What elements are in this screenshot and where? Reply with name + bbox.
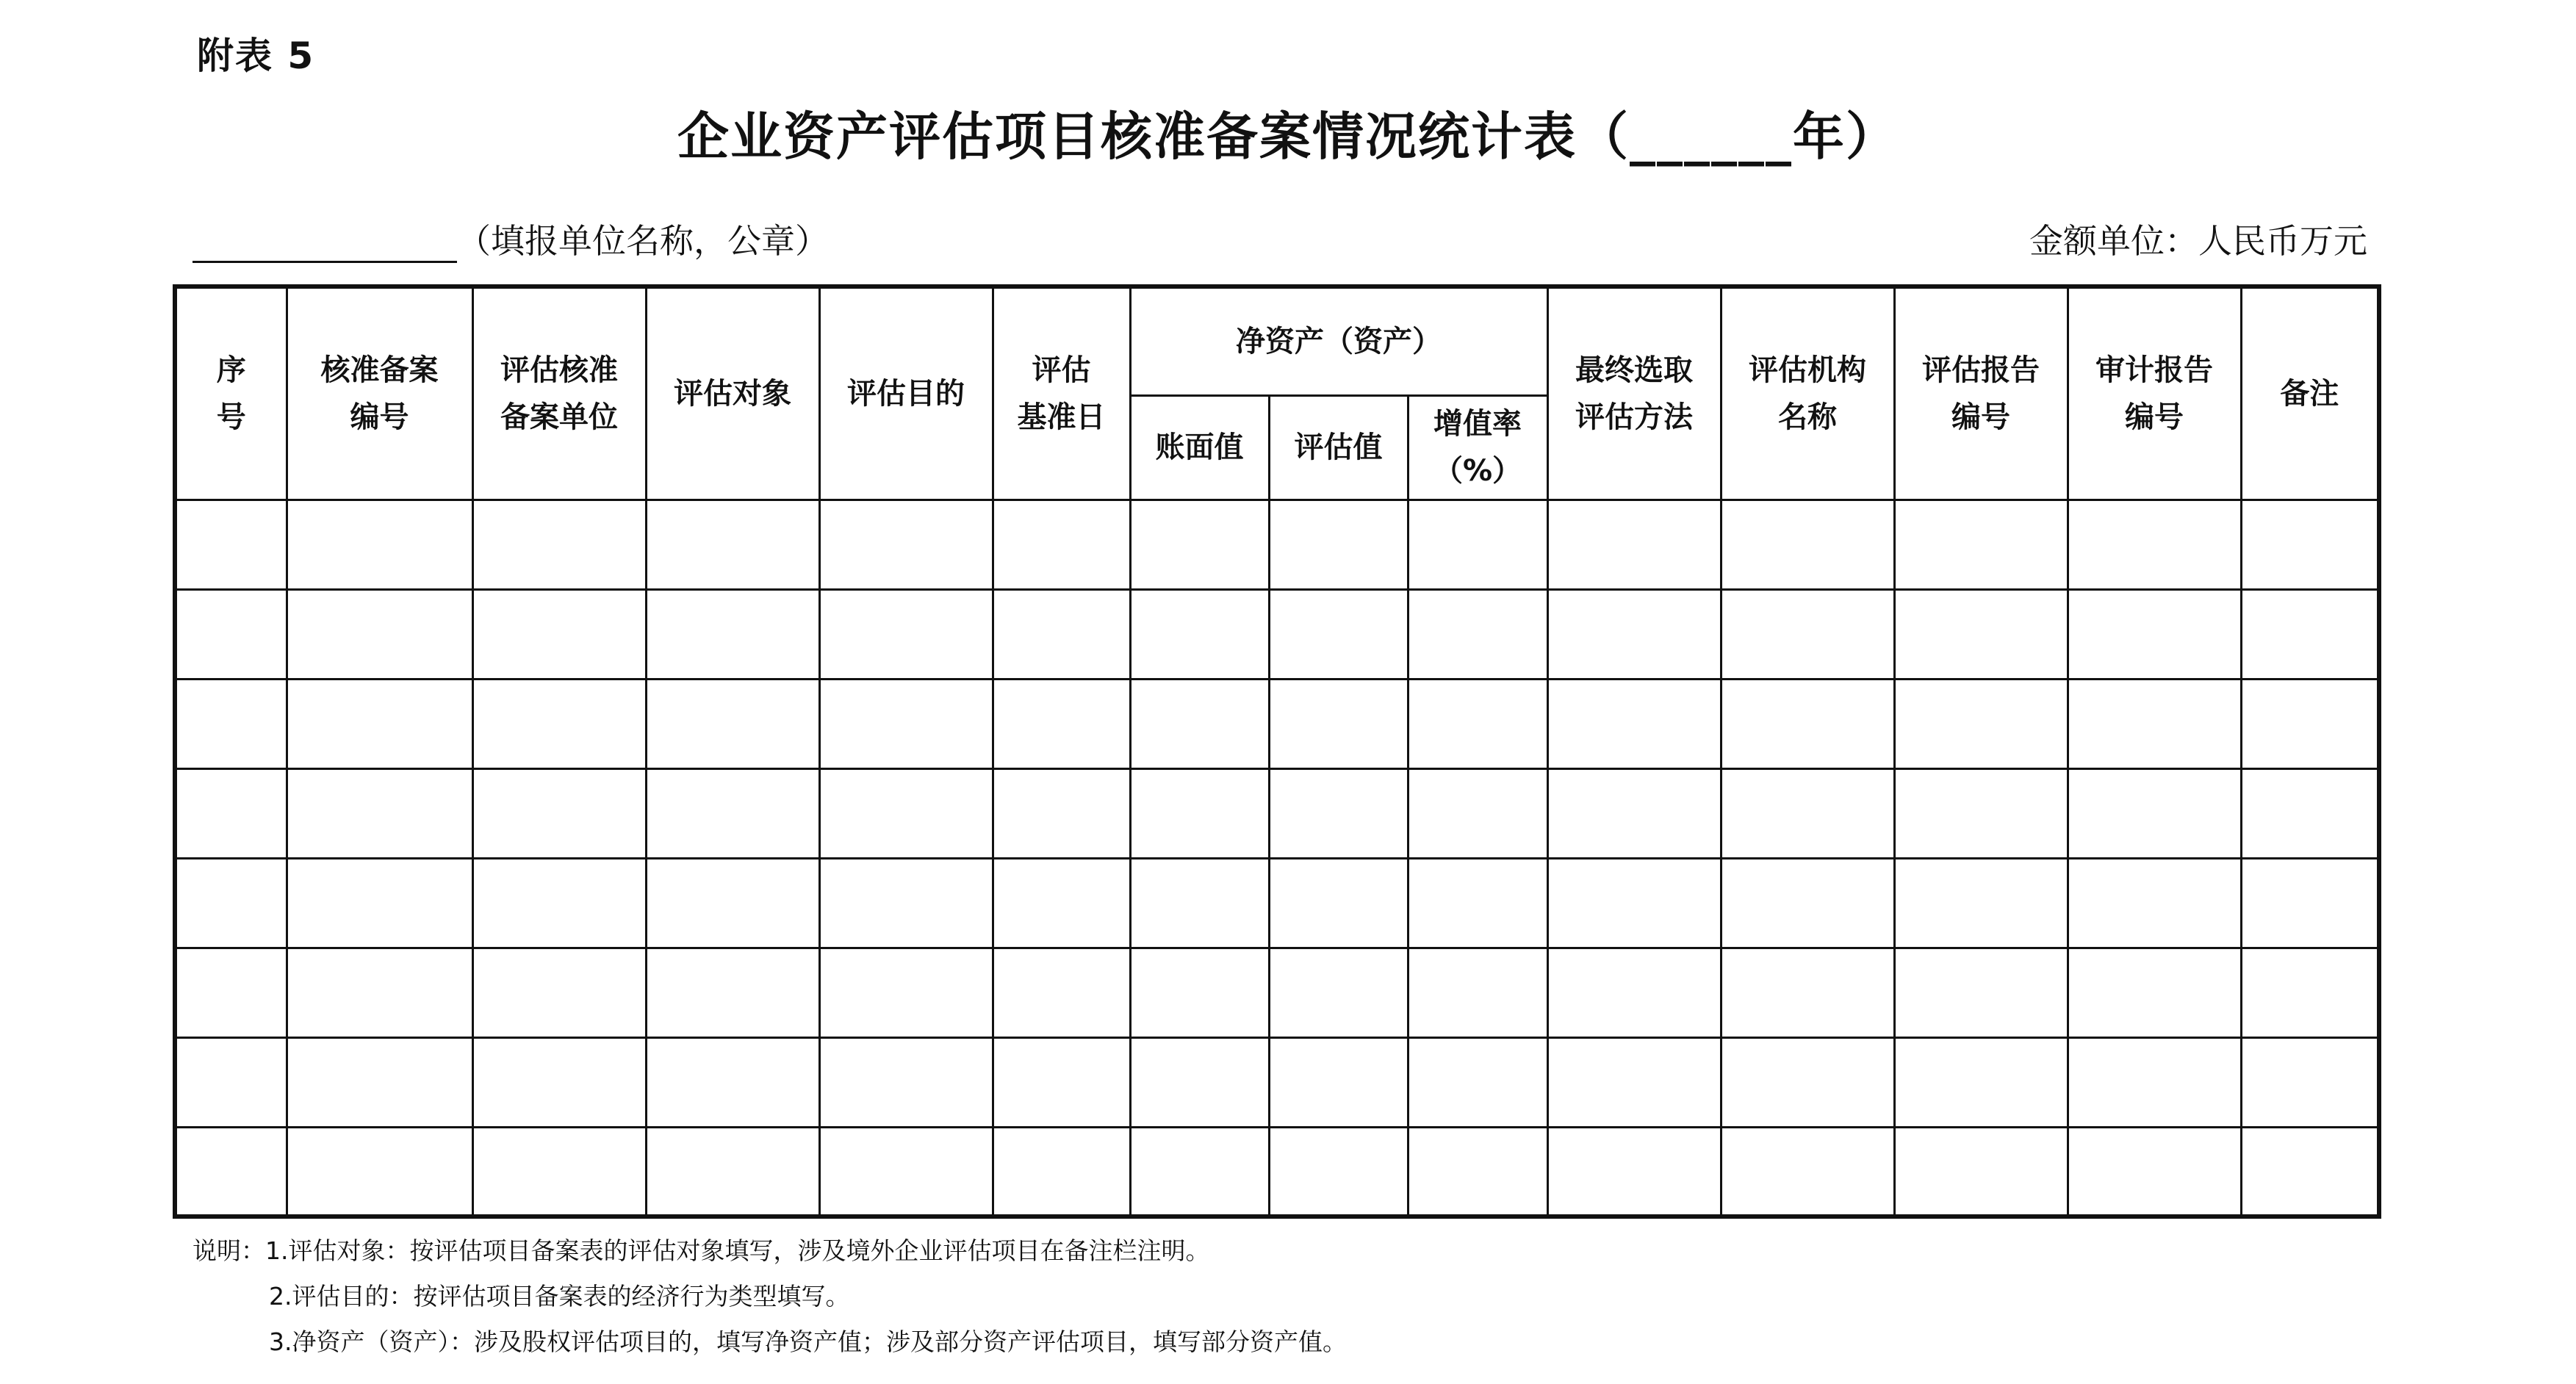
- table-cell[interactable]: [1547, 679, 1721, 768]
- filler-unit: [193, 215, 829, 263]
- table-cell[interactable]: [1269, 500, 1408, 589]
- table-cell[interactable]: [1547, 1127, 1721, 1217]
- table-cell[interactable]: [1269, 1037, 1408, 1127]
- table-cell[interactable]: [819, 589, 993, 679]
- table-cell[interactable]: [472, 589, 646, 679]
- table-cell[interactable]: [646, 500, 819, 589]
- table-cell[interactable]: [819, 1037, 993, 1127]
- table-cell[interactable]: [819, 500, 993, 589]
- table-cell[interactable]: [175, 1127, 287, 1217]
- table-cell[interactable]: [1547, 768, 1721, 858]
- table-cell[interactable]: [1130, 1037, 1269, 1127]
- header-row-1: [175, 286, 2379, 395]
- table-cell[interactable]: [646, 1037, 819, 1127]
- table-cell[interactable]: [646, 679, 819, 768]
- table-cell[interactable]: [1408, 1127, 1547, 1217]
- table-cell[interactable]: [1894, 589, 2068, 679]
- table-cell[interactable]: [1408, 858, 1547, 948]
- col-header-increase-rate: 增值率 （%）: [1408, 395, 1547, 500]
- table-row: [175, 1037, 2379, 1127]
- table-cell[interactable]: [1130, 948, 1269, 1037]
- table-cell[interactable]: [646, 858, 819, 948]
- table-cell[interactable]: [2241, 948, 2379, 1037]
- table-row: [175, 500, 2379, 589]
- table-row: [175, 679, 2379, 768]
- table-cell[interactable]: [1269, 679, 1408, 768]
- table-cell[interactable]: [175, 858, 287, 948]
- table-cell[interactable]: [819, 679, 993, 768]
- table-cell[interactable]: [1408, 1037, 1547, 1127]
- table-cell[interactable]: [2068, 858, 2241, 948]
- table-cell[interactable]: [2241, 858, 2379, 948]
- table-cell[interactable]: [993, 589, 1130, 679]
- table-cell[interactable]: [1408, 948, 1547, 1037]
- table-cell[interactable]: [1547, 1037, 1721, 1127]
- table-cell[interactable]: [1894, 948, 2068, 1037]
- table-cell[interactable]: [175, 768, 287, 858]
- table-row: [175, 858, 2379, 948]
- table-row: [175, 948, 2379, 1037]
- note-line-1: 说明：1.评估对象：按评估项目备案表的评估对象填写，涉及境外企业评估项目在备注栏注明。: [193, 1236, 1210, 1265]
- col-header-net-assets: 净资产（资产）: [1130, 286, 1547, 395]
- table-cell[interactable]: [646, 589, 819, 679]
- table-cell[interactable]: [1721, 948, 1894, 1037]
- table-cell[interactable]: [472, 1037, 646, 1127]
- amount-unit: 金额单位：人民币万元: [2029, 221, 2367, 261]
- table-cell[interactable]: [993, 679, 1130, 768]
- table-cell[interactable]: [819, 948, 993, 1037]
- table-cell[interactable]: [287, 948, 472, 1037]
- table-cell[interactable]: [2068, 1127, 2241, 1217]
- table-cell[interactable]: [646, 948, 819, 1037]
- table-cell[interactable]: [1721, 1037, 1894, 1127]
- col-header-report-no: 评估报告 编号: [1894, 286, 2068, 500]
- table-cell[interactable]: [1130, 589, 1269, 679]
- table-cell[interactable]: [472, 768, 646, 858]
- table-cell[interactable]: [1894, 1127, 2068, 1217]
- table-cell[interactable]: [1894, 858, 2068, 948]
- table-row: [175, 1127, 2379, 1217]
- table-cell[interactable]: [1269, 768, 1408, 858]
- table-cell[interactable]: [1130, 858, 1269, 948]
- table-cell[interactable]: [1408, 500, 1547, 589]
- table-cell[interactable]: [993, 858, 1130, 948]
- col-header-approval-unit: 评估核准 备案单位: [472, 286, 646, 500]
- table-cell[interactable]: [175, 948, 287, 1037]
- table-cell[interactable]: [175, 500, 287, 589]
- table-cell[interactable]: [819, 1127, 993, 1217]
- unit-row: [193, 215, 2367, 266]
- table-cell[interactable]: [2068, 500, 2241, 589]
- col-header-appraised-value: 评估值: [1269, 395, 1408, 500]
- table-cell[interactable]: [1547, 500, 1721, 589]
- table-cell[interactable]: [819, 858, 993, 948]
- table-cell[interactable]: [993, 768, 1130, 858]
- table-cell[interactable]: [1894, 500, 2068, 589]
- table-cell[interactable]: [1408, 679, 1547, 768]
- table-cell[interactable]: [2241, 1127, 2379, 1217]
- table-cell[interactable]: [472, 1127, 646, 1217]
- table-cell[interactable]: [2241, 679, 2379, 768]
- table-cell[interactable]: [287, 858, 472, 948]
- table-cell[interactable]: [646, 1127, 819, 1217]
- table-cell[interactable]: [1130, 768, 1269, 858]
- table-cell[interactable]: [472, 679, 646, 768]
- table-row: [175, 589, 2379, 679]
- notes: [193, 1228, 1347, 1365]
- table-cell[interactable]: [1408, 768, 1547, 858]
- annex-label: 附表 5: [197, 35, 315, 77]
- table-cell[interactable]: [287, 1127, 472, 1217]
- col-header-agency: 评估机构 名称: [1721, 286, 1894, 500]
- col-header-seq: 序 号: [175, 286, 287, 500]
- table-cell[interactable]: [2068, 768, 2241, 858]
- table-row: [175, 768, 2379, 858]
- table-cell[interactable]: [1721, 1127, 1894, 1217]
- table-cell[interactable]: [1269, 1127, 1408, 1217]
- table-cell[interactable]: [1721, 500, 1894, 589]
- table-cell[interactable]: [1894, 679, 2068, 768]
- table-cell[interactable]: [2241, 768, 2379, 858]
- table-cell[interactable]: [472, 858, 646, 948]
- table-cell[interactable]: [993, 1037, 1130, 1127]
- table-cell[interactable]: [287, 679, 472, 768]
- table-cell[interactable]: [2241, 589, 2379, 679]
- note-line-2: 2.评估目的：按评估项目备案表的经济行为类型填写。: [269, 1282, 850, 1311]
- table-cell[interactable]: [1269, 948, 1408, 1037]
- table-cell[interactable]: [819, 768, 993, 858]
- table-cell[interactable]: [287, 1037, 472, 1127]
- table-cell[interactable]: [1547, 858, 1721, 948]
- document-title: 企业资产评估项目核准备案情况统计表（______年）: [677, 107, 1899, 167]
- table-cell[interactable]: [1130, 500, 1269, 589]
- table-cell[interactable]: [1130, 679, 1269, 768]
- table-cell[interactable]: [1721, 679, 1894, 768]
- table-cell[interactable]: [1408, 589, 1547, 679]
- table-cell[interactable]: [1721, 768, 1894, 858]
- table-cell[interactable]: [1547, 589, 1721, 679]
- table-cell[interactable]: [472, 948, 646, 1037]
- table-cell[interactable]: [993, 500, 1130, 589]
- filler-unit-label: （填报单位名称，公章）: [457, 221, 829, 261]
- table-cell[interactable]: [646, 768, 819, 858]
- table-cell[interactable]: [1894, 1037, 2068, 1127]
- col-header-method: 最终选取 评估方法: [1547, 286, 1721, 500]
- table-cell[interactable]: [2068, 589, 2241, 679]
- table-cell[interactable]: [993, 948, 1130, 1037]
- table-cell[interactable]: [2241, 1037, 2379, 1127]
- table-cell[interactable]: [287, 768, 472, 858]
- table-cell[interactable]: [2241, 500, 2379, 589]
- table-cell[interactable]: [2068, 948, 2241, 1037]
- table-cell[interactable]: [287, 500, 472, 589]
- table-cell[interactable]: [287, 589, 472, 679]
- table-cell[interactable]: [175, 679, 287, 768]
- table-cell[interactable]: [993, 1127, 1130, 1217]
- col-header-base-date: 评估 基准日: [993, 286, 1130, 500]
- col-header-approval-no: 核准备案 编号: [287, 286, 472, 500]
- table-cell[interactable]: [472, 500, 646, 589]
- table-cell[interactable]: [1130, 1127, 1269, 1217]
- col-header-book-value: 账面值: [1130, 395, 1269, 500]
- col-header-purpose: 评估目的: [819, 286, 993, 500]
- filler-unit-blank-line: [193, 226, 457, 263]
- table-cell[interactable]: [1721, 589, 1894, 679]
- table-cell[interactable]: [1721, 858, 1894, 948]
- statistics-table: [173, 284, 2381, 1219]
- table-body: [175, 500, 2379, 1217]
- table-cell[interactable]: [175, 589, 287, 679]
- table-cell[interactable]: [2068, 679, 2241, 768]
- table-cell[interactable]: [175, 1037, 287, 1127]
- table-cell[interactable]: [2068, 1037, 2241, 1127]
- col-header-audit-no: 审计报告 编号: [2068, 286, 2241, 500]
- table-cell[interactable]: [1547, 948, 1721, 1037]
- col-header-remarks: 备注: [2241, 286, 2379, 500]
- table-cell[interactable]: [1269, 589, 1408, 679]
- note-line-3: 3.净资产（资产）：涉及股权评估项目的，填写净资产值；涉及部分资产评估项目，填写部分资产值。: [269, 1327, 1347, 1356]
- table-cell[interactable]: [1894, 768, 2068, 858]
- table-cell[interactable]: [1269, 858, 1408, 948]
- col-header-object: 评估对象: [646, 286, 819, 500]
